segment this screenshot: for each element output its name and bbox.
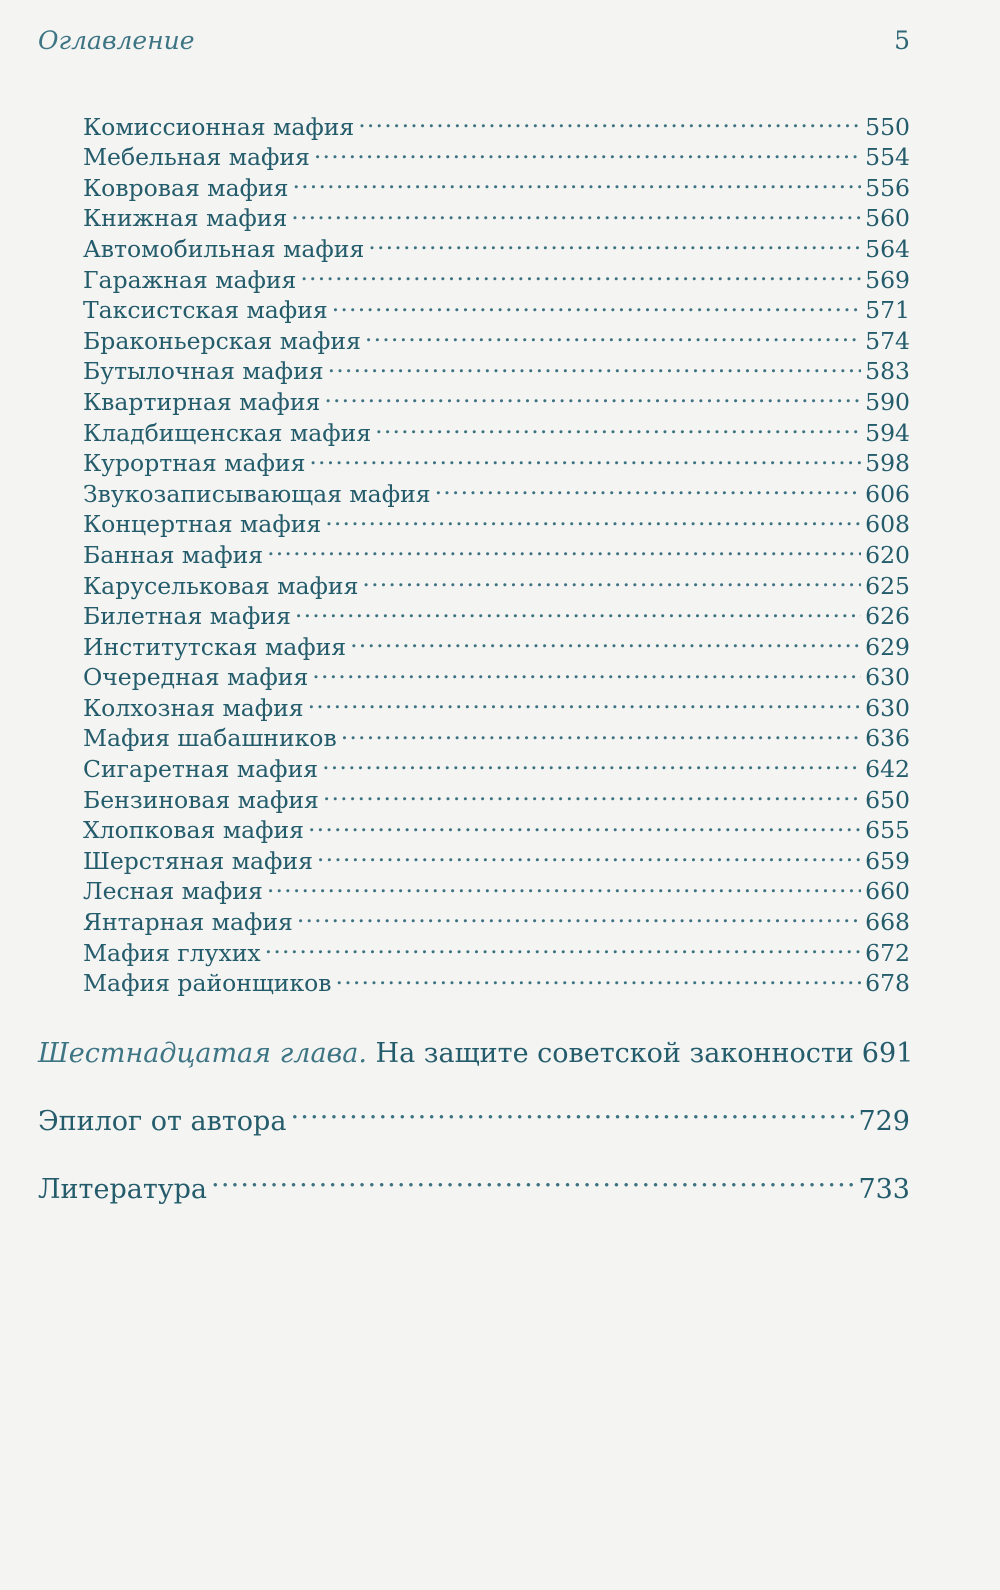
toc-entry-page: 608 bbox=[865, 510, 910, 539]
toc-entry-label: Концертная мафия bbox=[83, 510, 322, 539]
dot-leader bbox=[324, 379, 861, 410]
toc-entry-page: 626 bbox=[865, 602, 910, 631]
dot-leader bbox=[332, 288, 861, 319]
toc-subsection-list bbox=[83, 104, 910, 998]
dot-leader bbox=[291, 196, 861, 227]
toc-entry-page: 630 bbox=[865, 663, 910, 692]
dot-leader bbox=[336, 961, 862, 992]
toc-entry-page: 590 bbox=[865, 387, 910, 416]
toc-entry-page: 636 bbox=[865, 724, 910, 753]
toc-entry-page: 574 bbox=[865, 326, 910, 355]
chapter-number-label: Шестнадцатая глава. bbox=[38, 1038, 367, 1069]
toc-entry-label bbox=[38, 1034, 854, 1074]
toc-entry-page: 659 bbox=[865, 846, 910, 875]
toc-entry-label: Мафия глухих bbox=[83, 938, 261, 967]
dot-leader bbox=[325, 502, 861, 533]
toc-entry-label: Шерстяная мафия bbox=[83, 846, 313, 875]
dot-leader bbox=[312, 655, 861, 686]
toc-entry-label: Бензиновая мафия bbox=[83, 785, 319, 814]
dot-leader bbox=[308, 685, 862, 716]
toc-entry[interactable] bbox=[83, 104, 910, 141]
toc-entry-page: 678 bbox=[865, 969, 910, 998]
toc-entry-label: Карусельковая мафия bbox=[83, 571, 359, 600]
dot-leader bbox=[309, 441, 861, 472]
dot-leader bbox=[365, 318, 861, 349]
dot-leader bbox=[267, 869, 861, 900]
dot-leader bbox=[265, 930, 861, 961]
toc-literature-list bbox=[38, 1158, 910, 1205]
dot-leader bbox=[362, 563, 861, 594]
toc-entry-label: Автомобильная мафия bbox=[83, 234, 365, 263]
toc-entry-page: 583 bbox=[865, 357, 910, 386]
toc-entry-label: Институтская мафия bbox=[83, 632, 347, 661]
toc-entry-label: Курортная мафия bbox=[83, 449, 306, 478]
toc-entry-page: 554 bbox=[865, 143, 910, 172]
toc-entry-label: Янтарная мафия bbox=[83, 908, 293, 937]
toc-chapter-entry[interactable] bbox=[38, 1022, 914, 1069]
toc-entry-page: 560 bbox=[865, 204, 910, 233]
dot-leader bbox=[341, 716, 861, 747]
toc-entry-page: 650 bbox=[865, 785, 910, 814]
toc-chapter-entry-list bbox=[38, 1022, 914, 1069]
toc-literature-entry[interactable] bbox=[38, 1158, 910, 1205]
toc-entry-page: 594 bbox=[865, 418, 910, 447]
dot-leader bbox=[267, 532, 861, 563]
toc-entry-label: Хлопковая мафия bbox=[83, 816, 305, 845]
toc-entry-page: 629 bbox=[865, 632, 910, 661]
running-header bbox=[38, 26, 910, 66]
toc-entry-page: 550 bbox=[865, 112, 910, 141]
toc-entry-page: 598 bbox=[865, 449, 910, 478]
toc-entry-label: Колхозная мафия bbox=[83, 693, 304, 722]
toc-entry-page: 668 bbox=[865, 908, 910, 937]
toc-entry-label: Книжная мафия bbox=[83, 204, 288, 233]
toc-entry-page: 625 bbox=[865, 571, 910, 600]
toc-entry-page: 620 bbox=[865, 540, 910, 569]
toc-entry-page: 630 bbox=[865, 693, 910, 722]
toc-entry-label: Кладбищенская мафия bbox=[83, 418, 372, 447]
toc-entry-label: Браконьерская мафия bbox=[83, 326, 361, 355]
toc-entry-label: Комиссионная мафия bbox=[83, 112, 355, 141]
chapter-title: На защите советской законности bbox=[375, 1038, 854, 1069]
toc-entry-label: Таксистская мафия bbox=[83, 296, 328, 325]
toc-entry-label: Лесная мафия bbox=[83, 877, 263, 906]
toc-entry-page: 655 bbox=[865, 816, 910, 845]
dot-leader bbox=[308, 808, 861, 839]
toc-entry-page: 733 bbox=[858, 1174, 910, 1205]
toc-entry-label: Литература bbox=[38, 1174, 208, 1205]
dot-leader bbox=[350, 624, 861, 655]
toc-entry-label: Банная мафия bbox=[83, 540, 264, 569]
toc-entry-page: 729 bbox=[858, 1106, 910, 1137]
toc-entry-page: 642 bbox=[865, 755, 910, 784]
dot-leader bbox=[211, 1158, 854, 1198]
dot-leader bbox=[300, 257, 861, 288]
dot-leader bbox=[292, 165, 861, 196]
toc-entry-page: 660 bbox=[865, 877, 910, 906]
toc-epilogue-list bbox=[38, 1090, 910, 1137]
dot-leader bbox=[358, 104, 861, 135]
dot-leader bbox=[314, 135, 861, 166]
toc-entry-label: Мафия районщиков bbox=[83, 969, 332, 998]
dot-leader bbox=[317, 838, 861, 869]
toc-entry-label: Мебельная мафия bbox=[83, 143, 310, 172]
toc-entry-page: 569 bbox=[865, 265, 910, 294]
toc-entry-page: 606 bbox=[865, 479, 910, 508]
dot-leader bbox=[322, 746, 861, 777]
toc-entry-label: Ковровая мафия bbox=[83, 173, 289, 202]
toc-entry-label: Сигаретная мафия bbox=[83, 755, 319, 784]
toc-entry-page: 556 bbox=[865, 173, 910, 202]
toc-entry-label: Гаражная мафия bbox=[83, 265, 297, 294]
toc-entry-page: 571 bbox=[865, 296, 910, 325]
toc-entry-label: Очередная мафия bbox=[83, 663, 309, 692]
toc-entry-label: Билетная мафия bbox=[83, 602, 291, 631]
dot-leader bbox=[375, 410, 861, 441]
toc-entry-label: Эпилог от автора bbox=[38, 1106, 287, 1137]
toc-entry-page: 672 bbox=[865, 938, 910, 967]
toc-entry-label: Звукозаписывающая мафия bbox=[83, 479, 431, 508]
toc-entry-page: 691 bbox=[861, 1038, 914, 1069]
toc-entry-page: 564 bbox=[865, 234, 910, 263]
toc-epilogue-entry[interactable] bbox=[38, 1090, 910, 1137]
dot-leader bbox=[297, 899, 861, 930]
toc-entry-label: Квартирная мафия bbox=[83, 387, 321, 416]
dot-leader bbox=[290, 1090, 854, 1130]
toc-entry-label: Мафия шабашников bbox=[83, 724, 337, 753]
dot-leader bbox=[323, 777, 861, 808]
toc-entry-label: Бутылочная мафия bbox=[83, 357, 324, 386]
page-number: 5 bbox=[894, 26, 910, 55]
dot-leader bbox=[295, 594, 861, 625]
dot-leader bbox=[435, 471, 862, 502]
dot-leader bbox=[368, 226, 861, 257]
dot-leader bbox=[328, 349, 862, 380]
running-title: Оглавление bbox=[38, 26, 195, 55]
